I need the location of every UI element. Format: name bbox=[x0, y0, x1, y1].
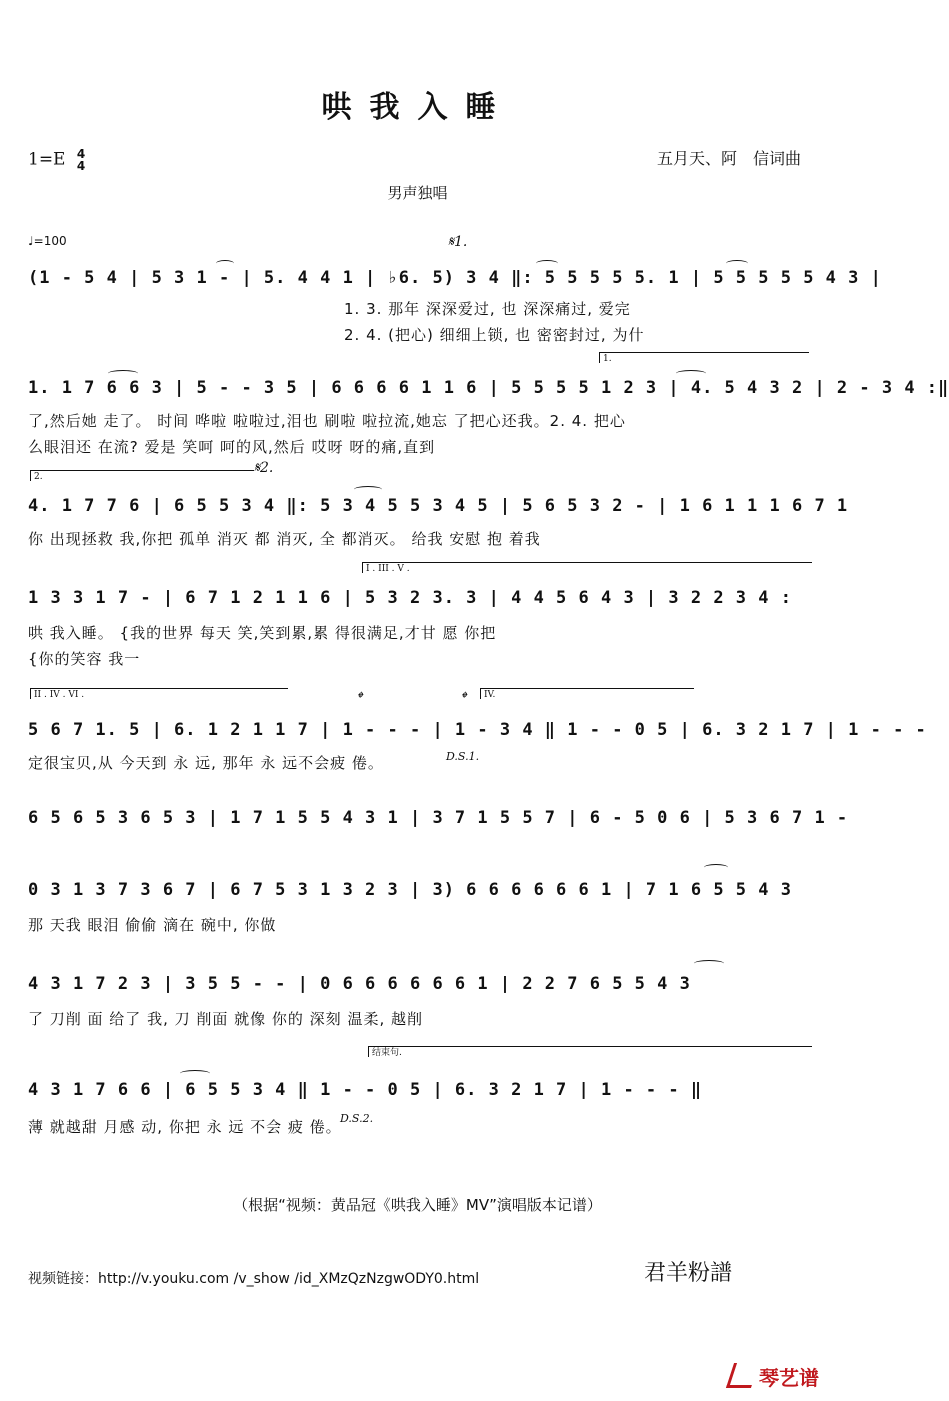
singer-note: 男声独唱 bbox=[387, 184, 448, 202]
time-signature bbox=[77, 148, 85, 172]
system-2-notes: 1. 1 7 6 6 3 | 5 - - 3 5 | 6 6 6 6 1 1 6 | 5 5 5 5 1 2 3 | 4. 5 4 3 2 | 2 - 3 4 :‖ bbox=[28, 378, 949, 398]
system-1-notes: (1 - 5 4 | 5 3 1 - | 5. 4 4 1 | ♭6. 5) 3 4 ‖: 5 5 5 5 5. 1 | 5 5 5 5 5 4 3 | bbox=[28, 268, 882, 288]
page-title: 哄我入睡 bbox=[321, 90, 514, 125]
system-7-lyric-1: 那 天我 眼泪 偷偷 滴在 碗中, 你做 bbox=[28, 916, 277, 934]
ds2-marker: D.S.2. bbox=[340, 1112, 374, 1125]
system-6-notes: 6 5 6 5 3 6 5 3 | 1 7 1 5 5 4 3 1 | 3 7 1 5 5 7 | 6 - 5 0 6 | 5 3 6 7 1 - bbox=[28, 808, 849, 828]
time-sig-top: 4 bbox=[76, 147, 86, 161]
volta-4: IV. bbox=[480, 688, 694, 699]
system-5-notes: 5 6 7 1. 5 | 6. 1 2 1 1 7 | 1 - - - | 1 - 3 4 ‖ 1 - - 0 5 | 6. 3 2 1 7 | 1 - - - bbox=[28, 720, 927, 740]
slur-mark bbox=[108, 370, 138, 377]
coda-2-marker: 𝄌 bbox=[460, 688, 466, 707]
system-3-notes: 4. 1 7 7 6 | 6 5 5 3 4 ‖: 5 3 4 5 5 3 4 5 | 5 6 5 3 2 - | 1 6 1 1 1 6 7 1 bbox=[28, 496, 849, 516]
ds1-marker: D.S.1. bbox=[446, 750, 480, 763]
system-9-notes: 4 3 1 7 6 6 | 6 5 5 3 4 ‖ 1 - - 0 5 | 6. 3 2 1 7 | 1 - - - ‖ bbox=[28, 1080, 703, 1100]
system-4-notes: 1 3 3 1 7 - | 6 7 1 2 1 1 6 | 5 3 2 3. 3 | 4 4 5 6 4 3 | 3 2 2 3 4 : bbox=[28, 588, 792, 608]
slur-mark bbox=[216, 260, 234, 267]
system-2-lyric-2: 么眼泪还 在流? 爱是 笑呵 呵的风,然后 哎呀 呀的痛,直到 bbox=[28, 438, 436, 456]
slur-mark bbox=[536, 260, 558, 267]
system-3-lyric-1: 你 出现拯救 我,你把 孤单 消灭 都 消灭, 全 都消灭。 给我 安慰 抱 着我 bbox=[28, 530, 541, 548]
volta-ending: 结束句. bbox=[368, 1046, 812, 1057]
segno-1-marker: 𝄋1. bbox=[448, 234, 468, 250]
key-signature bbox=[28, 148, 85, 172]
composer-credit: 五月天、阿 信词曲 bbox=[656, 149, 801, 168]
brand-logo-icon bbox=[726, 1363, 759, 1388]
system-5-lyric-1: 定很宝贝,从 今天到 永 远, 那年 永 远不会疲 倦。 bbox=[28, 754, 384, 772]
slur-mark bbox=[694, 960, 724, 967]
source-note: （根据“视频：黄品冠《哄我入睡》MV”演唱版本记谱） bbox=[233, 1196, 602, 1214]
slur-mark bbox=[354, 486, 382, 493]
transcriber-signature: 君羊粉譜 bbox=[644, 1261, 733, 1286]
coda-1-marker: 𝄌 bbox=[356, 688, 362, 707]
slur-mark bbox=[180, 1070, 210, 1077]
volta-246: II . IV . VI . bbox=[30, 688, 288, 699]
brand-logo-text: 琴艺谱 bbox=[759, 1366, 819, 1390]
video-link[interactable]: 视频链接：http://v.youku.com /v_show /id_XMzQzNzgwODY0.html bbox=[28, 1271, 480, 1287]
volta-2: 2. bbox=[30, 470, 254, 481]
system-8-notes: 4 3 1 7 2 3 | 3 5 5 - - | 0 6 6 6 6 6 6 1 | 2 2 7 6 5 5 4 3 bbox=[28, 974, 691, 994]
tempo-mark: ♩=100 bbox=[28, 234, 67, 248]
brand-logo bbox=[730, 1362, 819, 1391]
time-sig-bottom: 4 bbox=[76, 159, 86, 173]
system-8-lyric-1: 了 刀削 面 给了 我, 刀 削面 就像 你的 深刻 温柔, 越削 bbox=[28, 1010, 423, 1028]
system-1-lyric-1: 1. 3. 那年 深深爱过, 也 深深痛过, 爱完 bbox=[344, 300, 631, 318]
system-1-lyric-2: 2. 4. (把心) 细细上锁, 也 密密封过, 为什 bbox=[344, 326, 645, 344]
slur-mark bbox=[676, 370, 706, 377]
volta-1: 1. bbox=[599, 352, 809, 363]
system-4-lyric-2: {你的笑容 我一 bbox=[28, 650, 141, 668]
system-4-lyric-1: 哄 我入睡。 {我的世界 每天 笑,笑到累,累 得很满足,才甘 愿 你把 bbox=[28, 624, 497, 642]
system-2-lyric-1: 了,然后她 走了。 时间 哗啦 啦啦过,泪也 刷啦 啦拉流,她忘 了把心还我。2. 4. 把心 bbox=[28, 412, 626, 430]
key-label: 1=E bbox=[28, 149, 66, 170]
volta-135: I . III . V . bbox=[362, 562, 812, 573]
segno-2-marker: 𝄋2. bbox=[254, 460, 274, 476]
slur-mark bbox=[726, 260, 748, 267]
system-9-lyric-1: 薄 就越甜 月感 动, 你把 永 远 不会 疲 倦。 bbox=[28, 1118, 342, 1136]
system-7-notes: 0 3 1 3 7 3 6 7 | 6 7 5 3 1 3 2 3 | 3) 6 6 6 6 6 6 1 | 7 1 6 5 5 4 3 bbox=[28, 880, 792, 900]
slur-mark bbox=[704, 864, 728, 871]
